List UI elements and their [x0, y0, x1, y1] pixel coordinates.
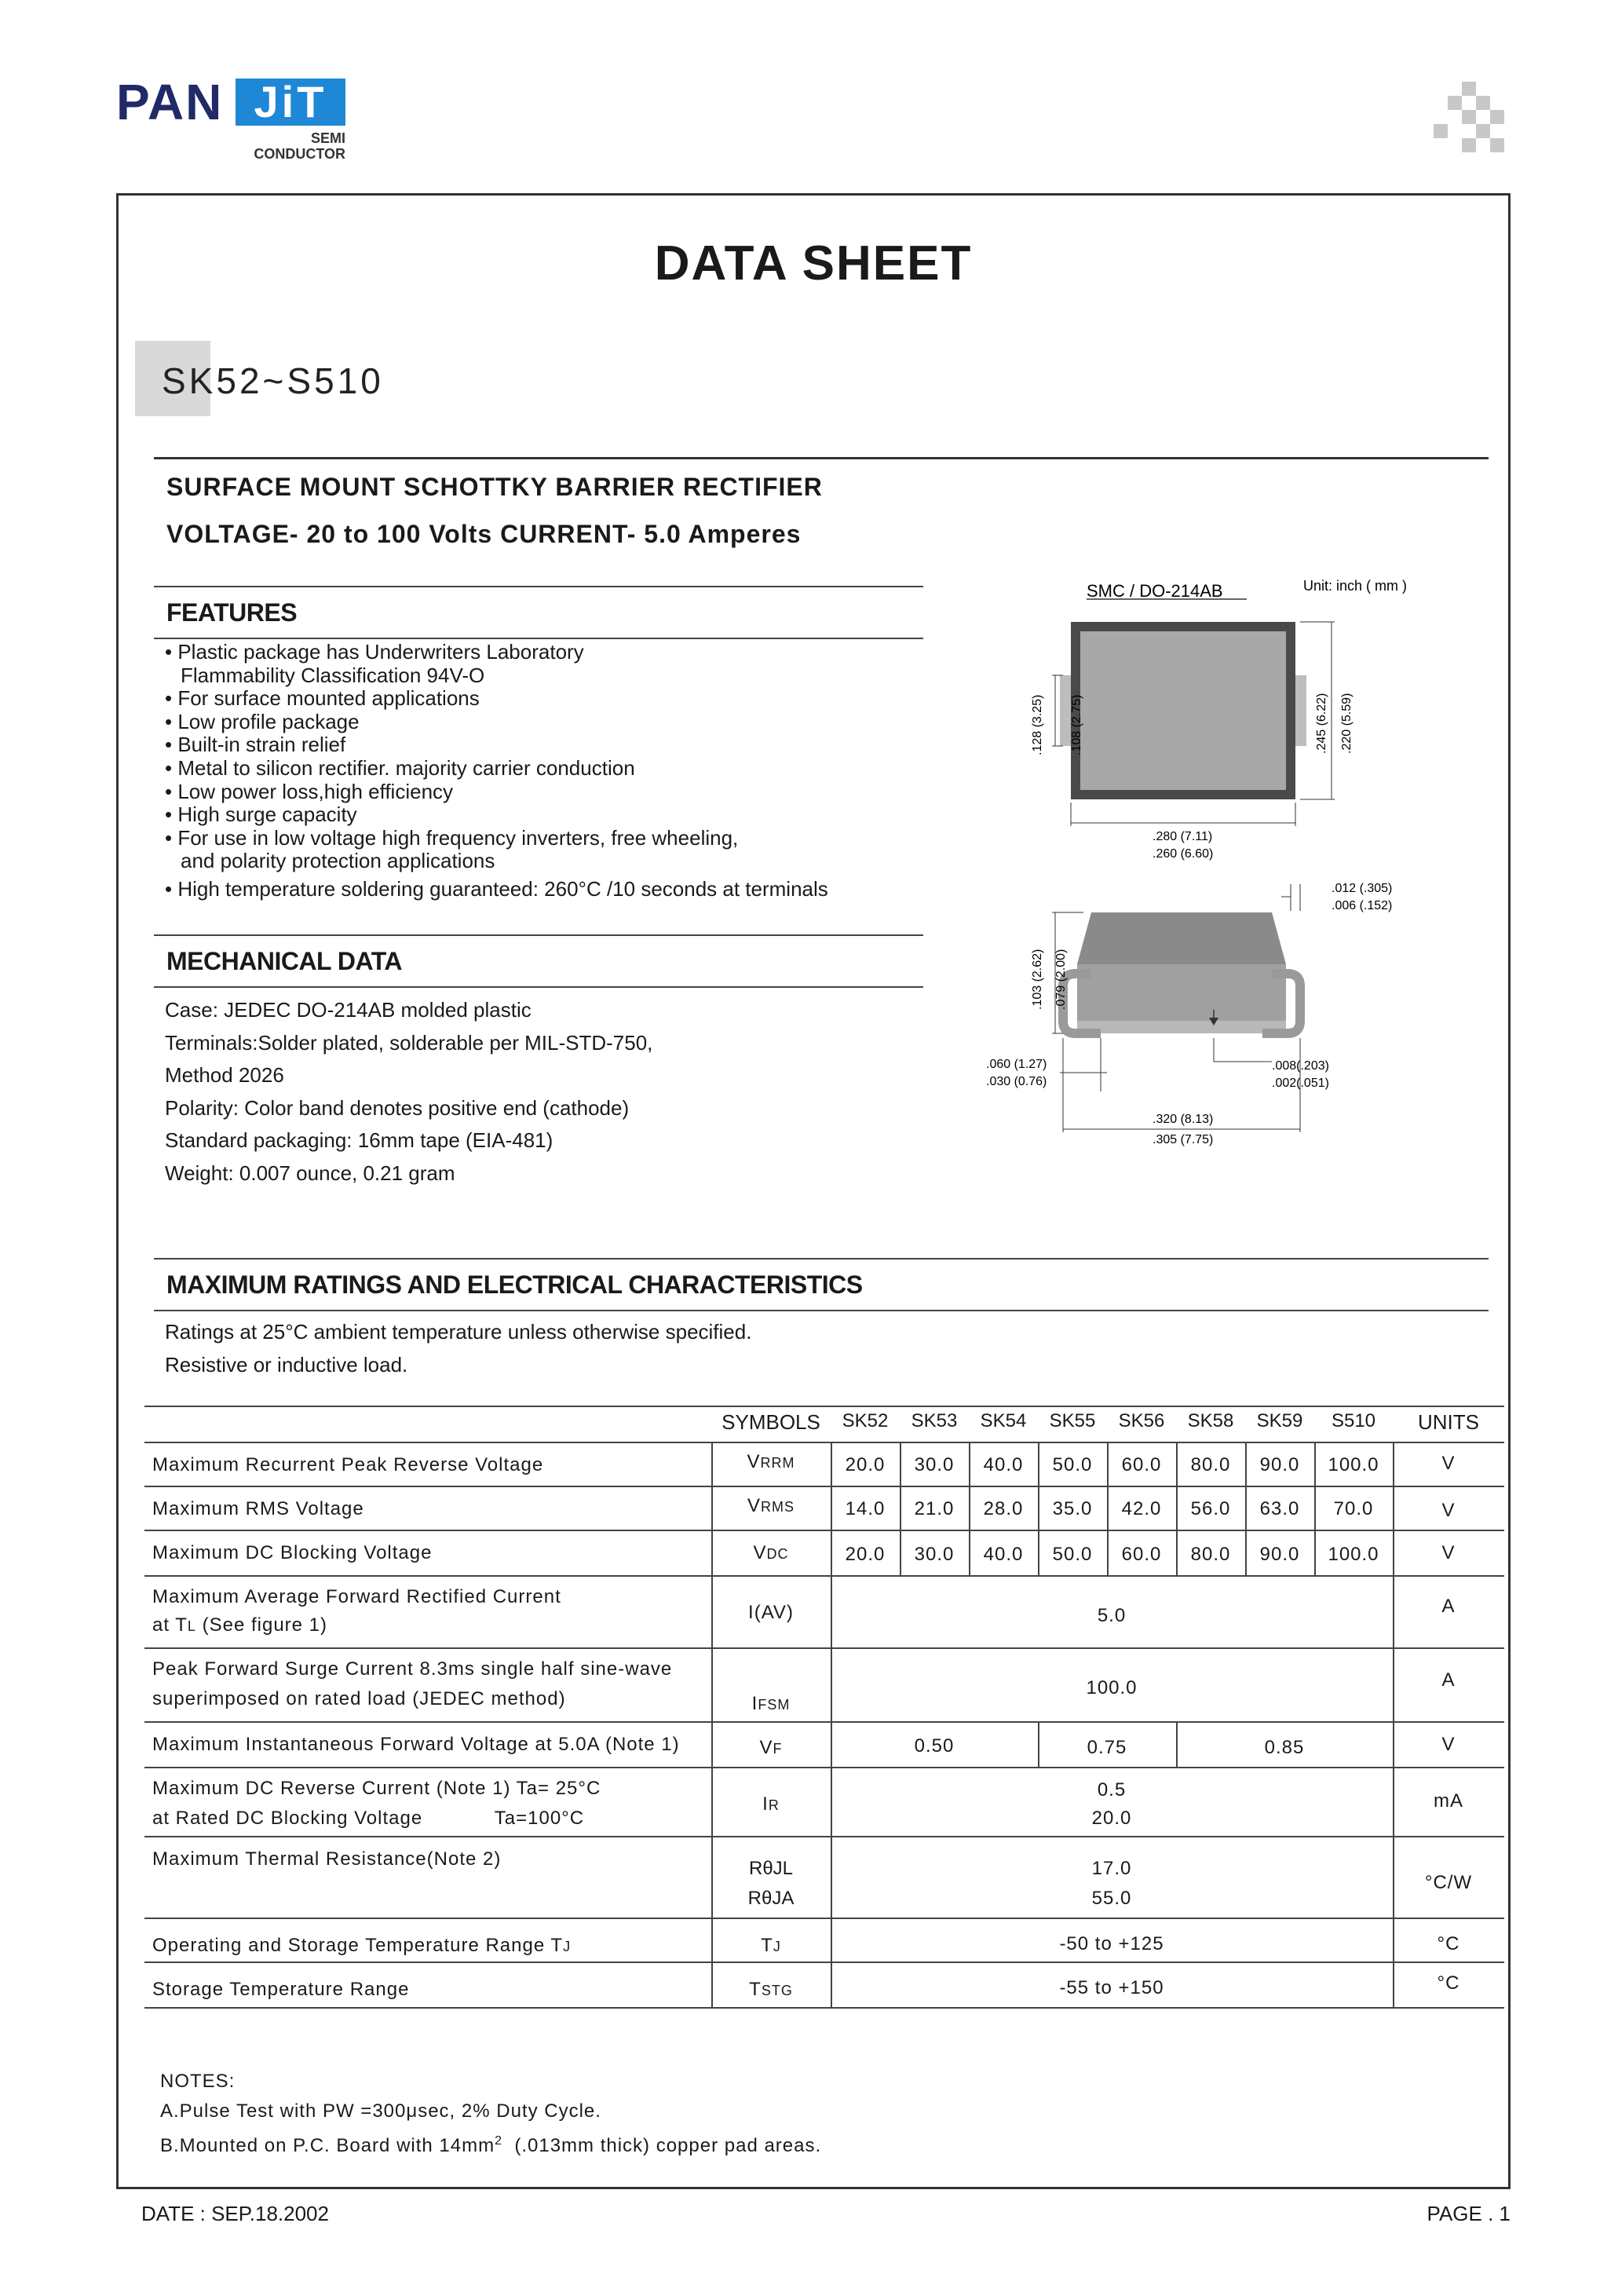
ratings-conditions — [165, 1316, 751, 1381]
mechanical-list — [165, 994, 652, 1190]
value-cell: 20.0 — [845, 1454, 886, 1475]
logo-semi-text: SEMI — [310, 130, 345, 146]
value-cell: 0.50 — [914, 1735, 955, 1757]
dim-label: .006 (.152) — [1332, 899, 1393, 912]
divider — [154, 1310, 1489, 1311]
dim-label: .060 (1.27) — [986, 1058, 1047, 1071]
symbol-subscript: J — [773, 1939, 781, 1954]
value-cell: 30.0 — [914, 1544, 955, 1565]
table-rule — [144, 2007, 1504, 2009]
list-item: • Plastic package has Underwriters Laboratory — [165, 640, 584, 664]
parameter-label: Maximum Average Forward Rectified Current — [152, 1586, 561, 1607]
symbol: I — [751, 1693, 758, 1714]
dim-label: .260 (6.60) — [1153, 847, 1214, 861]
note-b-text: (.013mm thick) copper pad areas. — [502, 2135, 822, 2156]
list-item: Polarity: Color band denotes positive end (cathode) — [165, 1095, 630, 1120]
parameter-label: Maximum Instantaneous Forward Voltage at 5.0A (Note 1) — [152, 1734, 680, 1755]
value-cell: 70.0 — [1333, 1498, 1374, 1519]
value-cell: 60.0 — [1121, 1544, 1162, 1565]
dim-label: .030 (0.76) — [986, 1075, 1047, 1088]
column-header-part: SK54 — [980, 1410, 1027, 1431]
table-rule — [144, 1721, 1504, 1723]
divider — [154, 934, 923, 936]
value-cell: 0.85 — [1264, 1737, 1305, 1758]
dim-label: .245 (6.22) — [1315, 693, 1328, 754]
parameter-label: at T — [152, 1614, 188, 1636]
symbol: I — [762, 1793, 769, 1815]
unit-cell: °C — [1437, 1933, 1460, 1954]
features-list — [165, 641, 919, 901]
parameter-label: Operating and Storage Temperature Range T — [152, 1935, 564, 1956]
column-header-part: SK55 — [1049, 1410, 1096, 1431]
unit-cell: °C — [1437, 1972, 1460, 1994]
column-header-part: SK53 — [911, 1410, 958, 1431]
notes-heading: NOTES: — [160, 2071, 236, 2092]
divider — [154, 1258, 1489, 1260]
value-cell: 100.0 — [1328, 1544, 1379, 1565]
list-item: Case: JEDEC DO-214AB molded plastic — [165, 998, 532, 1022]
unit-cell: mA — [1434, 1790, 1463, 1812]
list-item: Standard packaging: 16mm tape (EIA-481) — [165, 1128, 553, 1152]
value-cell: 90.0 — [1259, 1544, 1300, 1565]
symbol: V — [747, 1495, 761, 1516]
value-cell: 90.0 — [1259, 1454, 1300, 1475]
column-header-symbols: SYMBOLS — [721, 1410, 820, 1434]
logo-pan-text: PAN — [116, 74, 224, 130]
unit-cell: A — [1441, 1669, 1456, 1691]
superscript: 2 — [495, 2134, 502, 2148]
dim-label: .008(.203) — [1272, 1059, 1329, 1073]
checker-pattern-icon — [1434, 82, 1512, 157]
column-header-part: SK52 — [842, 1410, 889, 1431]
notes — [160, 2067, 821, 2161]
dim-label: .320 (8.13) — [1153, 1113, 1214, 1126]
parameter-label: Maximum DC Reverse Current (Note 1) Ta= 25°C — [152, 1778, 601, 1799]
value-cell: 20.0 — [845, 1544, 886, 1565]
part-number: SK52~S510 — [162, 360, 384, 401]
note-a: A.Pulse Test with PW =300μsec, 2% Duty Cycle. — [160, 2100, 601, 2122]
table-rule — [144, 1836, 1504, 1837]
value-cell: 50.0 — [1052, 1454, 1093, 1475]
ratings-note-2: Resistive or inductive load. — [165, 1352, 408, 1377]
value-cell: 42.0 — [1121, 1498, 1162, 1519]
divider — [154, 986, 923, 988]
value-cell: 50.0 — [1052, 1544, 1093, 1565]
list-item: • Low profile package — [165, 709, 360, 733]
table-rule — [144, 1767, 1504, 1768]
symbol-subscript: RMS — [761, 1499, 795, 1515]
column-header-units: UNITS — [1418, 1410, 1479, 1434]
parameter-label: Maximum Recurrent Peak Reverse Voltage — [152, 1454, 544, 1475]
column-header-part: SK58 — [1187, 1410, 1234, 1431]
product-description: SURFACE MOUNT SCHOTTKY BARRIER RECTIFIER — [166, 473, 823, 501]
value-cell: 14.0 — [845, 1498, 886, 1519]
unit-cell: A — [1441, 1596, 1456, 1617]
symbol: RθJA — [747, 1888, 795, 1909]
symbol-subscript: STG — [761, 1983, 793, 1998]
value-cell: -55 to +150 — [1059, 1977, 1164, 1998]
table-rule — [831, 1442, 832, 2007]
table-rule — [144, 1575, 1504, 1577]
symbol: V — [753, 1542, 767, 1563]
package-name: SMC / DO-214AB — [1087, 581, 1223, 601]
value-cell: 40.0 — [983, 1454, 1024, 1475]
column-header-part: S510 — [1331, 1410, 1376, 1431]
features-heading: FEATURES — [166, 598, 298, 627]
table-rule — [144, 1530, 1504, 1531]
value-cell: 21.0 — [914, 1498, 955, 1519]
list-item: • Low power loss,high efficiency — [165, 779, 454, 803]
list-item: Method 2026 — [165, 1063, 284, 1087]
value-cell: -50 to +125 — [1059, 1933, 1164, 1954]
value-cell: 80.0 — [1190, 1544, 1231, 1565]
symbol-subscript: DC — [766, 1546, 789, 1562]
ratings-note-1: Ratings at 25°C ambient temperature unless otherwise specified. — [165, 1320, 752, 1344]
value-cell: 55.0 — [1091, 1888, 1132, 1909]
symbol: V — [747, 1451, 761, 1472]
mechanical-heading: MECHANICAL DATA — [166, 947, 403, 975]
column-header-part: SK59 — [1256, 1410, 1303, 1431]
dim-label: .305 (7.75) — [1153, 1133, 1214, 1146]
symbol: I(AV) — [748, 1602, 794, 1623]
dim-label: .280 (7.11) — [1153, 830, 1213, 843]
value-cell: 63.0 — [1259, 1498, 1300, 1519]
dim-label: .108 (2.75) — [1070, 694, 1083, 755]
note-b — [160, 2126, 821, 2161]
parameter-label: Peak Forward Surge Current 8.3ms single half sine-wave — [152, 1658, 673, 1680]
value-cell: 35.0 — [1052, 1498, 1093, 1519]
footer-date: DATE : SEP.18.2002 — [141, 2202, 329, 2225]
value-cell: 17.0 — [1091, 1858, 1132, 1879]
dim-label: .128 (3.25) — [1031, 694, 1044, 755]
dim-label: .002(.051) — [1272, 1077, 1329, 1090]
unit-label: Unit: inch ( mm ) — [1303, 578, 1408, 594]
list-item: • Built-in strain relief — [165, 733, 346, 757]
value-cell: 5.0 — [1097, 1605, 1127, 1626]
list-item: • High surge capacity — [165, 803, 357, 827]
value-cell: 28.0 — [983, 1498, 1024, 1519]
value-cell: 20.0 — [1091, 1808, 1132, 1829]
symbol: T — [749, 1979, 762, 2000]
dim-label: .012 (.305) — [1332, 882, 1393, 895]
parameter-label: Maximum DC Blocking Voltage — [152, 1542, 433, 1563]
parameter-label: Maximum Thermal Resistance(Note 2) — [152, 1848, 502, 1870]
value-cell: 80.0 — [1190, 1454, 1231, 1475]
value-cell: 100.0 — [1328, 1454, 1379, 1475]
table-rule — [144, 1486, 1504, 1487]
voltage-current-rating: VOLTAGE- 20 to 100 Volts CURRENT- 5.0 Amperes — [166, 520, 802, 548]
symbol-subscript: R — [768, 1797, 780, 1813]
unit-cell: V — [1441, 1542, 1456, 1563]
parameter-label: Maximum RMS Voltage — [152, 1498, 364, 1519]
table-rule — [144, 1406, 1504, 1407]
symbol: V — [759, 1737, 773, 1758]
page-title: DATA SHEET — [654, 236, 973, 291]
unit-cell: V — [1441, 1453, 1456, 1474]
value-cell: 30.0 — [914, 1454, 955, 1475]
logo-conductor-text: CONDUCTOR — [254, 146, 345, 162]
unit-cell: V — [1441, 1500, 1456, 1521]
list-item: Weight: 0.007 ounce, 0.21 gram — [165, 1161, 455, 1185]
divider — [154, 586, 923, 587]
symbol-subscript: FSM — [758, 1697, 791, 1713]
symbol: RθJL — [748, 1858, 794, 1879]
value-cell: 0.5 — [1097, 1779, 1127, 1801]
parameter-subscript: J — [563, 1939, 572, 1954]
list-item: Terminals:Solder plated, solderable per MIL-STD-750, — [165, 1030, 653, 1055]
parameter-label: Storage Temperature Range — [152, 1979, 410, 2000]
parameter-label: at Rated DC Blocking Voltage Ta=100°C — [152, 1808, 585, 1829]
symbol-subscript: RRM — [760, 1455, 795, 1471]
list-item: • For surface mounted applications — [165, 686, 480, 711]
table-rule — [711, 1442, 713, 2007]
parameter-label: (See figure 1) — [195, 1614, 328, 1636]
footer-page: PAGE . 1 — [1427, 2202, 1511, 2225]
list-item: and polarity protection applications — [181, 849, 495, 873]
list-item: Flammability Classification 94V-O — [181, 663, 485, 687]
table-rule — [144, 1442, 1504, 1443]
symbol-subscript: F — [773, 1741, 783, 1757]
dim-label: .220 (5.59) — [1340, 693, 1353, 754]
list-item: • For use in low voltage high frequency inverters, free wheeling, — [165, 825, 739, 850]
list-item: • Metal to silicon rectifier. majority carrier conduction — [165, 755, 635, 780]
package-outline-diagram — [958, 573, 1460, 1154]
value-cell: 56.0 — [1190, 1498, 1231, 1519]
list-item: • High temperature soldering guaranteed: 260°C /10 seconds at terminals — [165, 876, 828, 901]
ratings-heading: MAXIMUM RATINGS AND ELECTRICAL CHARACTERISTICS — [166, 1270, 863, 1299]
divider — [154, 638, 923, 639]
column-header-part: SK56 — [1118, 1410, 1165, 1431]
table-rule — [144, 1647, 1504, 1649]
value-cell: 60.0 — [1121, 1454, 1162, 1475]
value-cell: 100.0 — [1086, 1677, 1138, 1698]
table-rule — [1393, 1442, 1394, 2007]
note-b-text: B.Mounted on P.C. Board with 14mm — [160, 2135, 495, 2156]
table-rule — [144, 1961, 1504, 1963]
parameter-subscript: L — [187, 1618, 196, 1634]
dim-label: .103 (2.62) — [1031, 949, 1044, 1010]
table-rule — [144, 1918, 1504, 1919]
unit-cell: °C/W — [1424, 1872, 1473, 1893]
dim-label: .079 (2.00) — [1054, 949, 1068, 1010]
parameter-label: superimposed on rated load (JEDEC method) — [152, 1688, 566, 1709]
logo-jit-badge: JiT — [236, 79, 345, 126]
divider — [154, 457, 1489, 459]
unit-cell: V — [1441, 1734, 1456, 1755]
symbol: T — [761, 1935, 773, 1956]
value-cell: 0.75 — [1087, 1737, 1127, 1758]
value-cell: 40.0 — [983, 1544, 1024, 1565]
logo-subtitle — [236, 130, 345, 162]
